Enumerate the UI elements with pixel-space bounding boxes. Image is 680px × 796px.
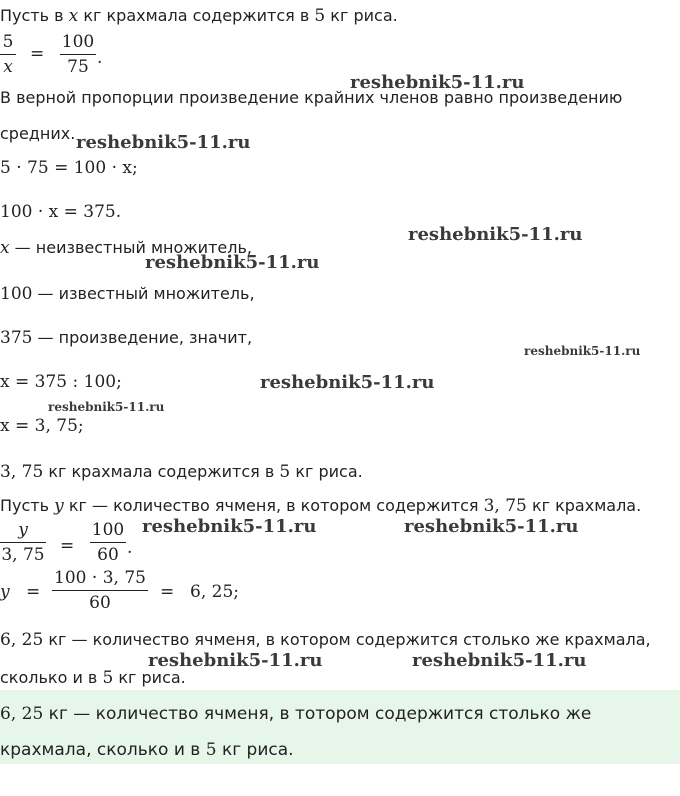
rule-line: В верной пропорции произведение крайних членов равно произведению [0,88,623,107]
result-line-3: сколько и в 5 кг риса. [0,668,186,688]
answer-line-1: 6, 25 кг — количество ячменя, в тотором содержится столько же [0,704,592,724]
result-line-2: 6, 25 кг — количество ячменя, в котором содержится столько же крахмала, [0,630,651,650]
watermark: reshebnik5-11.ru [76,132,251,153]
watermark: reshebnik5-11.ru [142,516,317,537]
proportion-2-left: y 3, 75 [1,520,45,565]
proportion-left: 5 x [0,32,16,77]
watermark: reshebnik5-11.ru [148,650,323,671]
intro-line: Пусть в x кг крахмала содержится в 5 кг риса. [0,6,398,26]
equals-sign: = [30,44,45,64]
product-line: 375 — произведение, значит, [0,328,253,348]
computation-result: 6, 25; [190,582,239,602]
equation-3: x = 375 : 100; [0,372,122,392]
barley-intro: Пусть y кг — количество ячменя, в котором содержится 3, 75 кг крахмала. [0,496,642,516]
watermark: reshebnik5-11.ru [350,72,525,93]
unknown-factor: x — неизвестный множитель, [0,238,252,258]
rule-line-2: средних. [0,124,76,143]
result-line-1: 3, 75 кг крахмала содержится в 5 кг риса. [0,462,363,482]
watermark: reshebnik5-11.ru [412,650,587,671]
equation-4: x = 3, 75; [0,416,84,436]
watermark: reshebnik5-11.ru [404,516,579,537]
watermark: reshebnik5-11.ru [260,372,435,393]
computation-fraction: 100 · 3, 75 60 [52,568,148,613]
proportion-right: 100 75 [61,32,95,77]
watermark: reshebnik5-11.ru [48,400,165,414]
watermark: reshebnik5-11.ru [145,252,320,273]
equation-2: 100 · x = 375. [0,202,122,222]
proportion-2-right: 100 60 [91,520,125,565]
equation-1: 5 · 75 = 100 · x; [0,158,138,178]
watermark: reshebnik5-11.ru [408,224,583,245]
watermark: reshebnik5-11.ru [524,344,641,358]
answer-line-2: крахмала, сколько и в 5 кг риса. [0,740,294,760]
known-factor: 100 — известный множитель, [0,284,255,304]
y-variable: y [0,582,10,602]
